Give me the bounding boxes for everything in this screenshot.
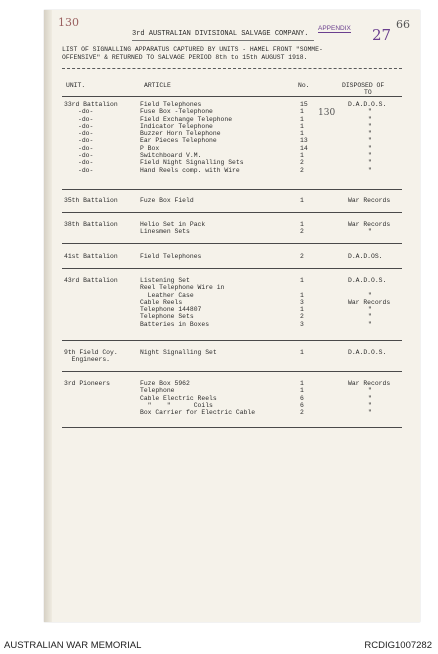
- page-binding-edge: [44, 10, 52, 622]
- header-no: No.: [298, 82, 310, 89]
- unit-cell: 3rd Pioneers: [64, 380, 111, 387]
- title-underline: [132, 40, 314, 41]
- appendix-stamp: APPENDIX: [318, 25, 351, 32]
- header-rule: [62, 96, 402, 97]
- subtitle-underline: [62, 68, 402, 69]
- article-cell: Field Telephones Fuse Box -Telephone Field Exchange Telephone Indicator Telephone Buzzer Horn Telephone Ear Pieces Telephone P Box Switchboard V.M. Field Night Signalling Sets Hand Reels comp. with Wire: [140, 101, 244, 174]
- number-cell: 15 1 1 1 1 13 14 1 2 2: [300, 101, 308, 174]
- header-disposed-to: TO: [364, 89, 372, 96]
- group-divider: [62, 243, 402, 244]
- subtitle-line-1: LIST OF SIGNALLING APPARATUS CAPTURED BY UNITS - HAMEL FRONT "SOMME-: [62, 46, 323, 53]
- article-cell: Night Signalling Set: [140, 349, 217, 356]
- disposed-cell: War Records ": [348, 221, 391, 236]
- handwritten-page-number: 130: [58, 16, 79, 29]
- group-divider: [62, 427, 402, 428]
- group-divider: [62, 189, 402, 190]
- number-cell: 1 1 6 6 2: [300, 380, 304, 417]
- unit-cell: 35th Battalion: [64, 197, 118, 204]
- article-cell: Fuze Box 5962 Telephone Cable Electric Reels " " Coils Box Carrier for Electric Cable: [140, 380, 256, 417]
- footer-source: AUSTRALIAN WAR MEMORIAL: [4, 640, 142, 651]
- subtitle-line-2: OFFENSIVE" & RETURNED TO SALVAGE PERIOD 8th to 15th AUGUST 1918.: [62, 54, 308, 61]
- number-cell: 1: [300, 349, 304, 356]
- disposed-cell: D.A.D.O.S. " War Records " " ": [348, 277, 391, 328]
- disposed-cell: War Records: [348, 197, 391, 204]
- disposed-cell: D.A.D.O.S. " " " " " " " " ": [348, 101, 387, 174]
- number-cell: 1 1 3 1 2 3: [300, 277, 304, 328]
- handwritten-appendix-number: 27: [372, 26, 392, 44]
- unit-cell: 38th Battalion: [64, 221, 118, 228]
- group-divider: [62, 212, 402, 213]
- unit-cell: 41st Battalion: [64, 253, 118, 260]
- company-title: 3rd AUSTRALIAN DIVISIONAL SALVAGE COMPANY.: [132, 30, 309, 38]
- article-cell: Listening Set Reel Telephone Wire in Leather Case Cable Reels Telephone 144807 Telephone Sets Batteries in Boxes: [140, 277, 225, 328]
- group-divider: [62, 371, 402, 372]
- unit-cell: 43rd Battalion: [64, 277, 118, 284]
- article-cell: Field Telephones: [140, 253, 202, 260]
- article-cell: Helio Set in Pack Linesmen Sets: [140, 221, 206, 236]
- number-cell: 2: [300, 253, 304, 260]
- unit-cell: 9th Field Coy. Engineers.: [64, 349, 118, 364]
- disposed-cell: D.A.D.O.S.: [348, 349, 387, 356]
- group-divider: [62, 340, 402, 341]
- disposed-cell: D.A.D.OS.: [348, 253, 383, 260]
- handwritten-folio-number: 66: [396, 18, 410, 31]
- header-unit: UNIT.: [66, 82, 86, 89]
- handwritten-margin-number: 130: [318, 108, 336, 118]
- footer-identifier: RCDIG1007282: [364, 640, 432, 651]
- group-divider: [62, 268, 402, 269]
- header-article: ARTICLE: [144, 82, 171, 89]
- unit-cell: 33rd Battalion -do- -do- -do- -do- -do- -do- -do- -do- -do-: [64, 101, 118, 174]
- number-cell: 1: [300, 197, 304, 204]
- number-cell: 1 2: [300, 221, 304, 236]
- disposed-cell: War Records " " " ": [348, 380, 391, 417]
- header-disposed: DISPOSED OF: [342, 82, 385, 89]
- article-cell: Fuze Box Field: [140, 197, 194, 204]
